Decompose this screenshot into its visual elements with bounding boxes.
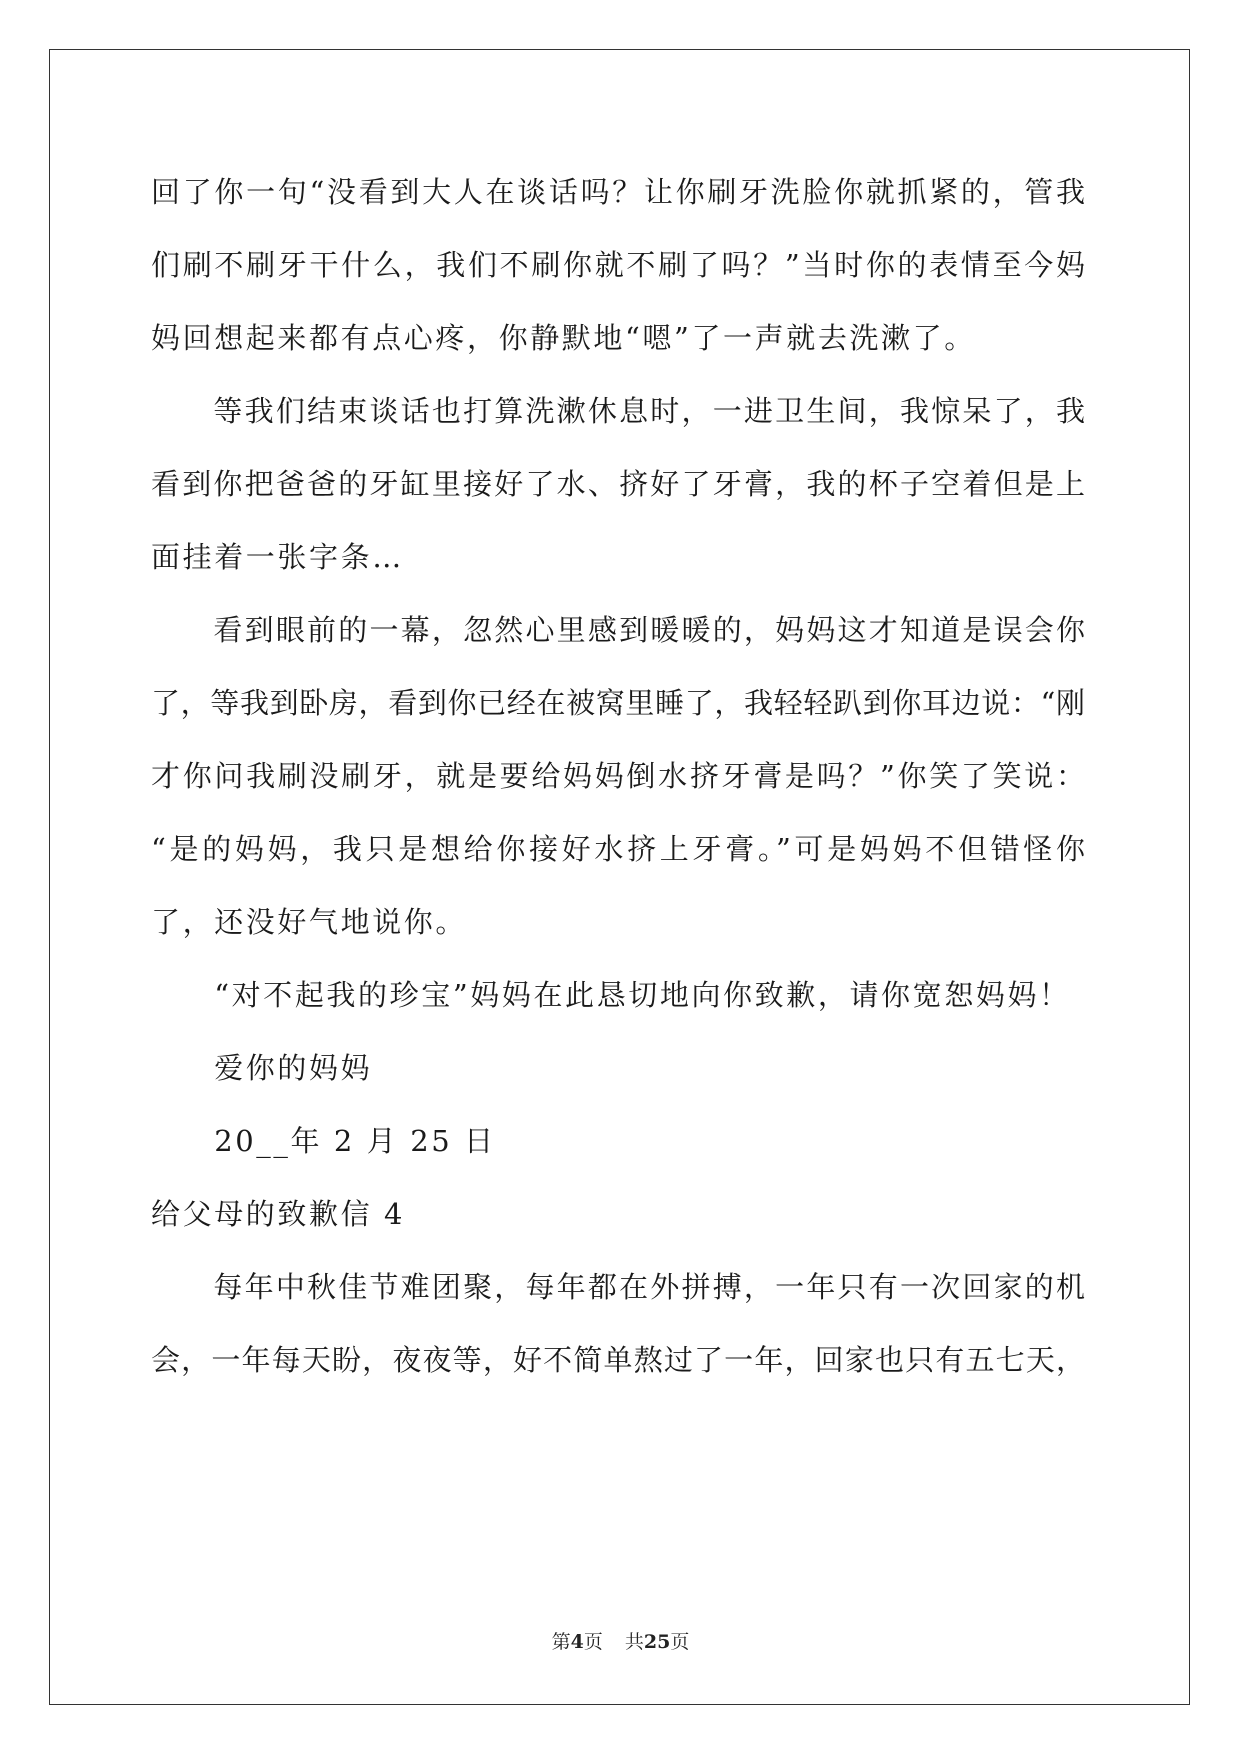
section-heading: 给父母的致歉信 4: [151, 1197, 406, 1231]
text-line: 了，还没好气地说你。: [151, 905, 468, 939]
text-line: “对不起我的珍宝”妈妈在此恳切地向你致歉，请你宽恕妈妈！: [151, 978, 1071, 1012]
text-line: “是的妈妈，我只是想给你接好水挤上牙膏。”可是妈妈不但错怪你: [151, 832, 1085, 866]
text-line: 看到眼前的一幕，忽然心里感到暖暖的，妈妈这才知道是误会你: [151, 613, 1085, 647]
text-line: 了，等我到卧房，看到你已经在被窝里睡了，我轻轻趴到你耳边说：“刚: [151, 686, 1085, 720]
text-line: 面挂着一张字条…: [151, 540, 404, 574]
page-border: [49, 49, 1190, 1705]
text-line: 妈回想起来都有点心疼，你静默地“嗯”了一声就去洗漱了。: [151, 321, 976, 355]
footer-total-suffix: 页: [670, 1631, 690, 1653]
text-line: 们刷不刷牙干什么，我们不刷你就不刷了吗？”当时你的表情至今妈: [151, 248, 1085, 282]
date-line: 20__年 2 月 25 日: [151, 1124, 496, 1158]
text-line: 等我们结束谈话也打算洗漱休息时，一进卫生间，我惊呆了，我: [151, 394, 1085, 428]
text-line: 回了你一句“没看到大人在谈话吗？让你刷牙洗脸你就抓紧的，管我: [151, 175, 1085, 209]
text-line: 看到你把爸爸的牙缸里接好了水、挤好了牙膏，我的杯子空着但是上: [151, 467, 1085, 501]
text-line: 会，一年每天盼，夜夜等，好不简单熬过了一年，回家也只有五七天，: [151, 1343, 1085, 1377]
page-footer: [0, 1630, 1241, 1654]
signature-line: 爱你的妈妈: [151, 1051, 373, 1085]
footer-total-prefix: 共: [624, 1631, 644, 1653]
footer-total-pages: 25: [643, 1631, 671, 1653]
footer-page-number: 4: [570, 1631, 584, 1653]
text-line: 每年中秋佳节难团聚，每年都在外拼搏，一年只有一次回家的机: [151, 1270, 1085, 1304]
footer-page-suffix: 页: [583, 1631, 603, 1653]
text-line: 才你问我刷没刷牙，就是要给妈妈倒水挤牙膏是吗？”你笑了笑说：: [151, 759, 1085, 793]
footer-prefix: 第: [551, 1631, 571, 1653]
